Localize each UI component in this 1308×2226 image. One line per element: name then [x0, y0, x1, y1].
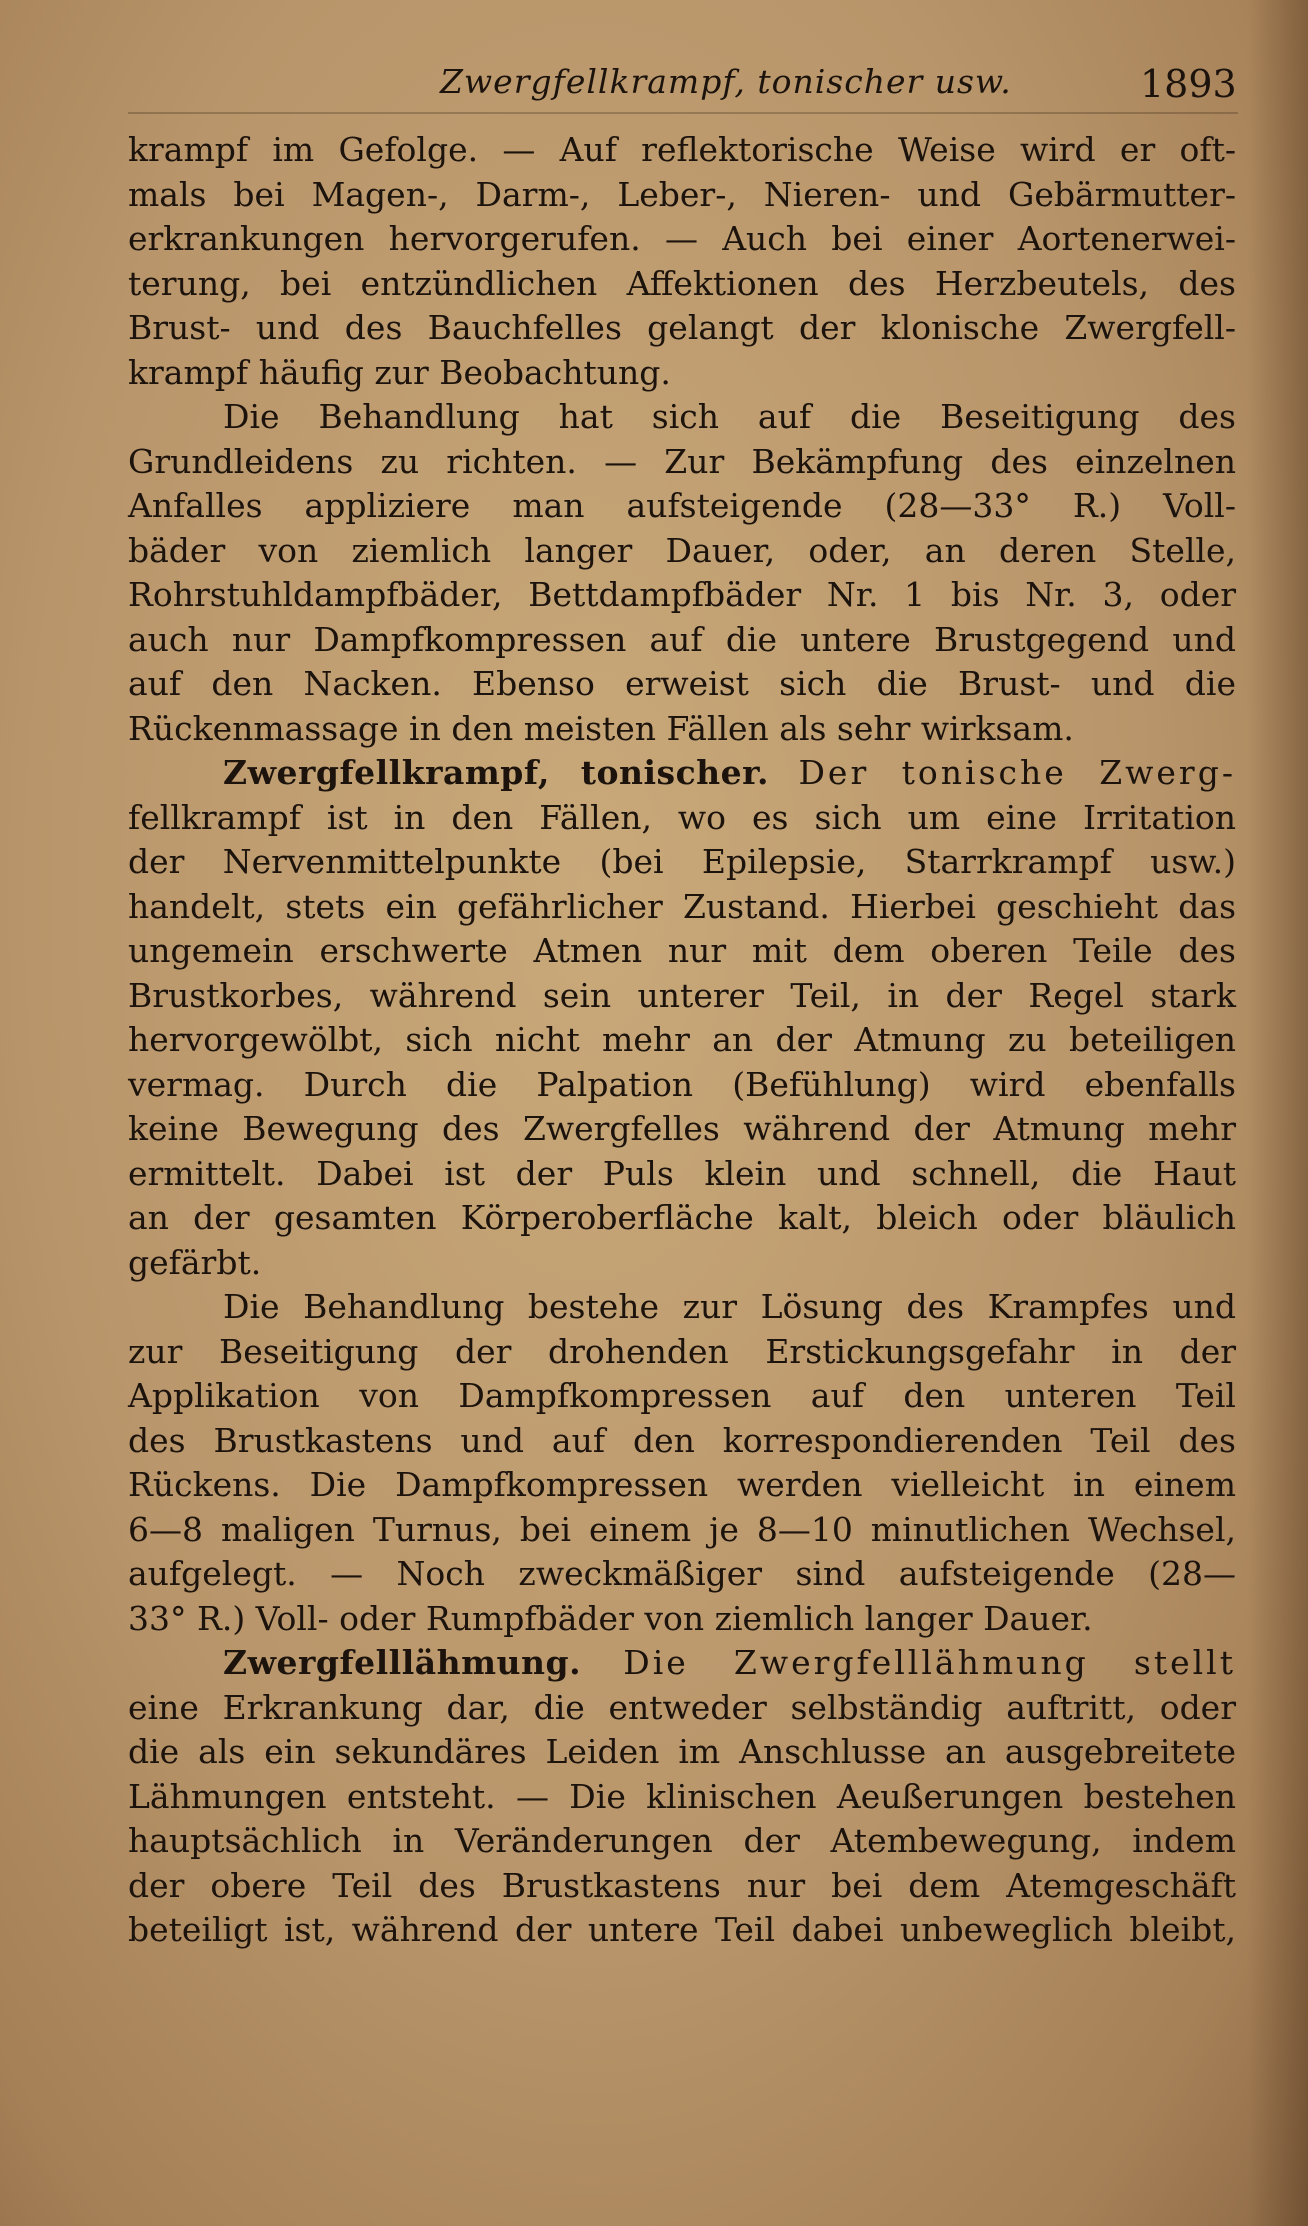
text-line: auch nur Dampfkompressen auf die untere Brustgegend und — [128, 619, 1236, 659]
text-line: erkrankungen hervorgerufen. — Auch bei einer Aortenerwei- — [128, 219, 1236, 258]
entry-first-line — [128, 1641, 1236, 1686]
entry-first-line — [128, 751, 1236, 796]
text-line: auf den Nacken. Ebenso erweist sich die Brust- und die — [128, 664, 1236, 703]
text-line: krampf im Gefolge. — Auf reflektorische Weise wird er oft- — [128, 130, 1236, 169]
text-line: Brust- und des Bauchfelles gelangt der klonische Zwergfell- — [128, 308, 1236, 347]
paragraph-clonic-treatment — [128, 395, 1236, 751]
text-line: beteiligt ist, während der untere Teil dabei unbeweglich bleibt, — [128, 1910, 1236, 1949]
text-line: Die Behandlung bestehe zur Lösung des Krampfes und — [223, 1287, 1236, 1326]
text-line: hervorgewölbt, sich nicht mehr an der Atmung zu beteiligen — [128, 1020, 1236, 1059]
text-line: mals bei Magen-, Darm-, Leber-, Nieren- und Gebärmutter- — [128, 174, 1236, 214]
text-line: handelt, stets ein gefährlicher Zustand. Hierbei geschieht das — [128, 886, 1236, 926]
text-line: eine Erkrankung dar, die entweder selbständig auftritt, oder — [128, 1687, 1236, 1727]
text-line: aufgelegt. — Noch zweckmäßiger sind aufsteigende (28— — [128, 1554, 1236, 1593]
text-line: 6—8 maligen Turnus, bei einem je 8—10 minutlichen Wechsel, — [128, 1509, 1236, 1549]
text-line: Grundleidens zu richten. — Zur Bekämpfung des einzelnen — [128, 441, 1236, 481]
text-line: Anfalles appliziere man aufsteigende (28—33° R.) Voll- — [128, 486, 1236, 525]
text-line: der obere Teil des Brustkastens nur bei dem Atemgeschäft — [128, 1865, 1236, 1905]
text-line: Die Behandlung hat sich auf die Beseitigung des — [223, 397, 1236, 436]
text-line: krampf häufig zur Beobachtung. — [128, 352, 671, 392]
text-line: vermag. Durch die Palpation (Befühlung) wird ebenfalls — [128, 1064, 1236, 1104]
paragraph-clonic-causes — [128, 128, 1236, 395]
text-line: gefärbt. — [128, 1242, 262, 1282]
entry-heading: Zwergfelllähmung. — [223, 1643, 582, 1682]
entry-tonic-spasm — [128, 751, 1236, 1285]
entry-heading-continuation: Die Zwergfelllähmung stellt — [623, 1643, 1236, 1682]
text-line: fellkrampf ist in den Fällen, wo es sich um eine Irritation — [128, 797, 1236, 837]
text-line: die als ein sekundäres Leiden im Anschlusse an ausgebreitete — [128, 1732, 1236, 1771]
text-line: Rückens. Die Dampfkompressen werden vielleicht in einem — [128, 1465, 1236, 1504]
paragraph-tonic-treatment — [128, 1285, 1236, 1641]
text-line: 33° R.) Voll- oder Rumpfbäder von ziemlich langer Dauer. — [128, 1598, 1093, 1638]
body-text — [128, 128, 1236, 1953]
text-line: ermittelt. Dabei ist der Puls klein und schnell, die Haut — [128, 1153, 1236, 1193]
running-head: Zwergfellkrampf, tonischer usw. — [440, 62, 1012, 101]
text-line: Lähmungen entsteht. — Die klinischen Aeußerungen bestehen — [128, 1776, 1236, 1816]
entry-diaphragm-paralysis — [128, 1641, 1236, 1953]
text-line: terung, bei entzündlichen Affektionen des Herzbeutels, des — [128, 263, 1236, 303]
text-line: des Brustkastens und auf den korrespondierenden Teil des — [128, 1420, 1236, 1460]
text-line: Rohrstuhldampfbäder, Bettdampfbäder Nr. 1 bis Nr. 3, oder — [128, 575, 1236, 614]
text-line: bäder von ziemlich langer Dauer, oder, an deren Stelle, — [128, 530, 1236, 570]
text-line: Brustkorbes, während sein unterer Teil, in der Regel stark — [128, 975, 1236, 1015]
text-line: Rückenmassage in den meisten Fällen als sehr wirksam. — [128, 708, 1074, 748]
text-line: ungemein erschwerte Atmen nur mit dem oberen Teile des — [128, 931, 1236, 970]
text-line: keine Bewegung des Zwergfelles während der Atmung mehr — [128, 1109, 1236, 1148]
header-rule — [128, 112, 1238, 114]
entry-heading: Zwergfellkrampf, tonischer. — [223, 753, 770, 792]
text-line: der Nervenmittelpunkte (bei Epilepsie, Starrkrampf usw.) — [128, 842, 1236, 881]
text-line: an der gesamten Körperoberfläche kalt, bleich oder bläulich — [128, 1198, 1236, 1237]
text-line: Applikation von Dampfkompressen auf den unteren Teil — [128, 1376, 1236, 1415]
text-line: zur Beseitigung der drohenden Erstickungsgefahr in der — [128, 1331, 1236, 1371]
text-line: hauptsächlich in Veränderungen der Atembewegung, indem — [128, 1821, 1236, 1860]
page-number: 1893 — [1140, 62, 1237, 106]
entry-heading-continuation: Der tonische Zwerg- — [798, 753, 1236, 792]
